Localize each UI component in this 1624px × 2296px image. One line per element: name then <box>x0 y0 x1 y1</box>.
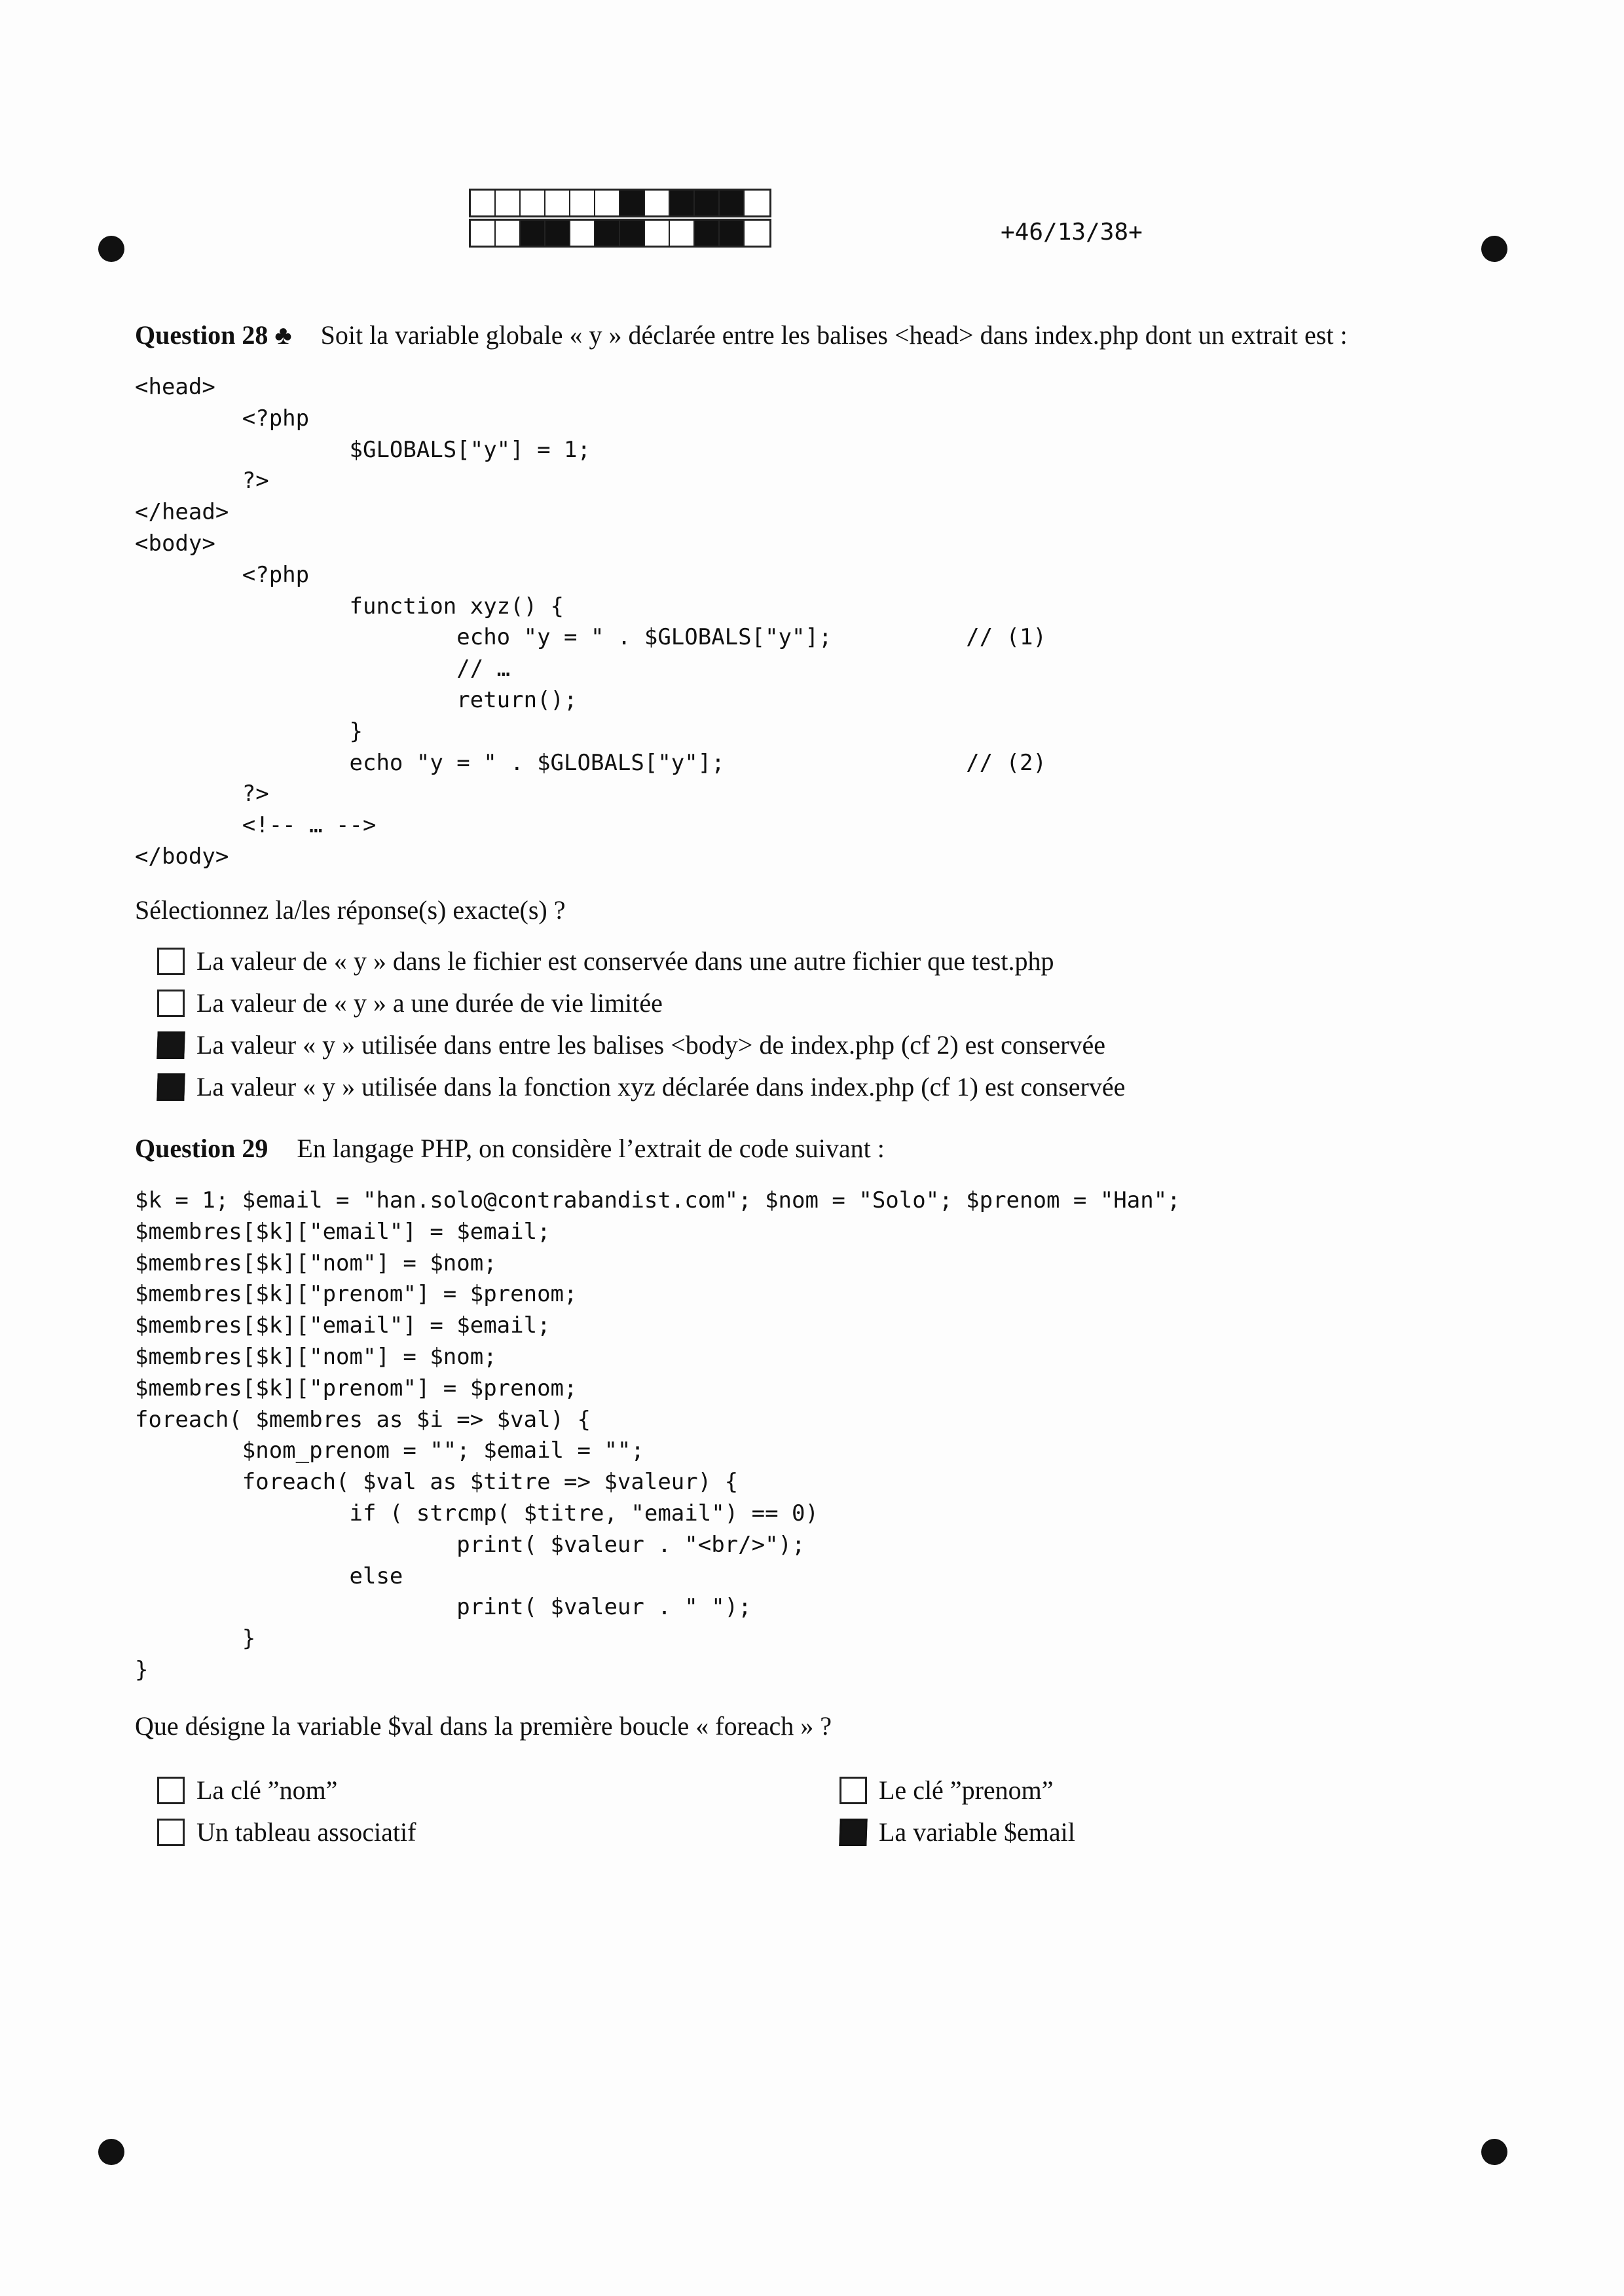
q29-option-3-checkbox[interactable] <box>157 1819 185 1846</box>
registration-mark-bottom-left <box>98 2139 124 2165</box>
q29-option-2[interactable] <box>840 1775 1054 1805</box>
q28-option-4-checkbox[interactable] <box>157 1073 185 1101</box>
question-29-prompt: Que désigne la variable $val dans la première boucle « foreach » ? <box>135 1711 832 1741</box>
q29-option-2-label: Le clé ”prenom” <box>879 1775 1054 1805</box>
barcode-cell <box>471 191 496 215</box>
barcode-cell <box>645 191 670 215</box>
question-29-number: Question 29 <box>135 1134 268 1163</box>
q29-option-4-label: La variable $email <box>879 1817 1075 1847</box>
barcode-cell <box>620 191 645 215</box>
barcode-cell <box>745 221 769 246</box>
barcode-cell <box>521 221 545 246</box>
q28-option-4-label: La valeur « y » utilisée dans la fonction xyz déclarée dans index.php (cf 1) est conservée <box>196 1072 1126 1102</box>
barcode-cell <box>620 221 645 246</box>
q29-option-2-checkbox[interactable] <box>840 1777 867 1804</box>
q28-option-2-checkbox[interactable] <box>157 990 185 1017</box>
barcode-cell <box>695 191 720 215</box>
q28-option-4[interactable] <box>157 1071 1125 1102</box>
barcode-row-1 <box>469 189 771 217</box>
q28-option-1-checkbox[interactable] <box>157 948 185 975</box>
q29-option-1-checkbox[interactable] <box>157 1777 185 1804</box>
question-28-prompt: Sélectionnez la/les réponse(s) exacte(s) ? <box>135 895 566 925</box>
page-id: +46/13/38+ <box>1001 219 1143 246</box>
q28-option-1[interactable] <box>157 946 1054 976</box>
barcode-row-2 <box>469 219 771 248</box>
barcode-cell <box>471 221 496 246</box>
barcode-cell <box>595 191 620 215</box>
q29-option-1[interactable] <box>157 1775 337 1805</box>
question-28-header <box>135 320 1348 350</box>
barcode-cell <box>720 221 745 246</box>
question-28-number: Question 28 ♣ <box>135 320 292 350</box>
registration-mark-top-left <box>98 236 124 262</box>
question-29-header <box>135 1133 885 1164</box>
q28-option-2[interactable] <box>157 988 663 1018</box>
q28-option-3-checkbox[interactable] <box>157 1031 185 1059</box>
q29-option-1-label: La clé ”nom” <box>196 1775 338 1805</box>
barcode-cell <box>545 191 570 215</box>
registration-mark-bottom-right <box>1481 2139 1507 2165</box>
barcode-cell <box>496 191 521 215</box>
q29-option-4[interactable] <box>840 1817 1075 1847</box>
question-29-text: En langage PHP, on considère l’extrait de code suivant : <box>297 1134 885 1163</box>
question-28-text: Soit la variable globale « y » déclarée entre les balises <head> dans index.php dont un extrait est : <box>320 320 1348 350</box>
question-28-code: <head> <?php $GLOBALS["y"] = 1; ?> </head> <body> <?php function xyz() { echo "y = " . $GLOBALS["y"]; // (1) // … return(); } echo "y = " . $GLOBALS["y"]; // (2) ?> <!-- … --> </body> <box>135 374 1046 870</box>
barcode-cell <box>695 221 720 246</box>
barcode-cell <box>496 221 521 246</box>
barcode-cell <box>720 191 745 215</box>
barcode-cell <box>570 191 595 215</box>
barcode-cell <box>595 221 620 246</box>
q28-option-3[interactable] <box>157 1029 1105 1060</box>
barcode-cell <box>545 221 570 246</box>
barcode-cell <box>645 221 670 246</box>
barcode-cell <box>670 191 695 215</box>
q28-option-3-label: La valeur « y » utilisée dans entre les balises <body> de index.php (cf 2) est conservée <box>196 1030 1106 1060</box>
barcode-cell <box>745 191 769 215</box>
barcode-cell <box>670 221 695 246</box>
question-29-code: $k = 1; $email = "han.solo@contrabandist.com"; $nom = "Solo"; $prenom = "Han"; $membres[$k]["email"] = $email; $membres[$k]["nom"] = $nom; $membres[$k]["prenom"] = $prenom; $membres[$k]["email"] = $email; $membres[$k]["nom"] = $nom; $membres[$k]["prenom"] = $prenom; foreach( $membres as $i => $val) { $nom_prenom = ""; $email = ""; foreach( $val as $titre => $valeur) { if ( strcmp( $titre, "email") == 0) print( $valeur . "<br/>"); else print( $valeur . " "); } } <box>135 1187 1181 1683</box>
q29-option-3-label: Un tableau associatif <box>196 1817 416 1847</box>
barcode-cell <box>521 191 545 215</box>
q28-option-1-label: La valeur de « y » dans le fichier est conservée dans une autre fichier que test.php <box>196 946 1054 976</box>
q29-option-4-checkbox[interactable] <box>839 1819 867 1846</box>
q29-option-3[interactable] <box>157 1817 416 1847</box>
registration-mark-top-right <box>1481 236 1507 262</box>
q28-option-2-label: La valeur de « y » a une durée de vie limitée <box>196 988 663 1018</box>
barcode-cell <box>570 221 595 246</box>
